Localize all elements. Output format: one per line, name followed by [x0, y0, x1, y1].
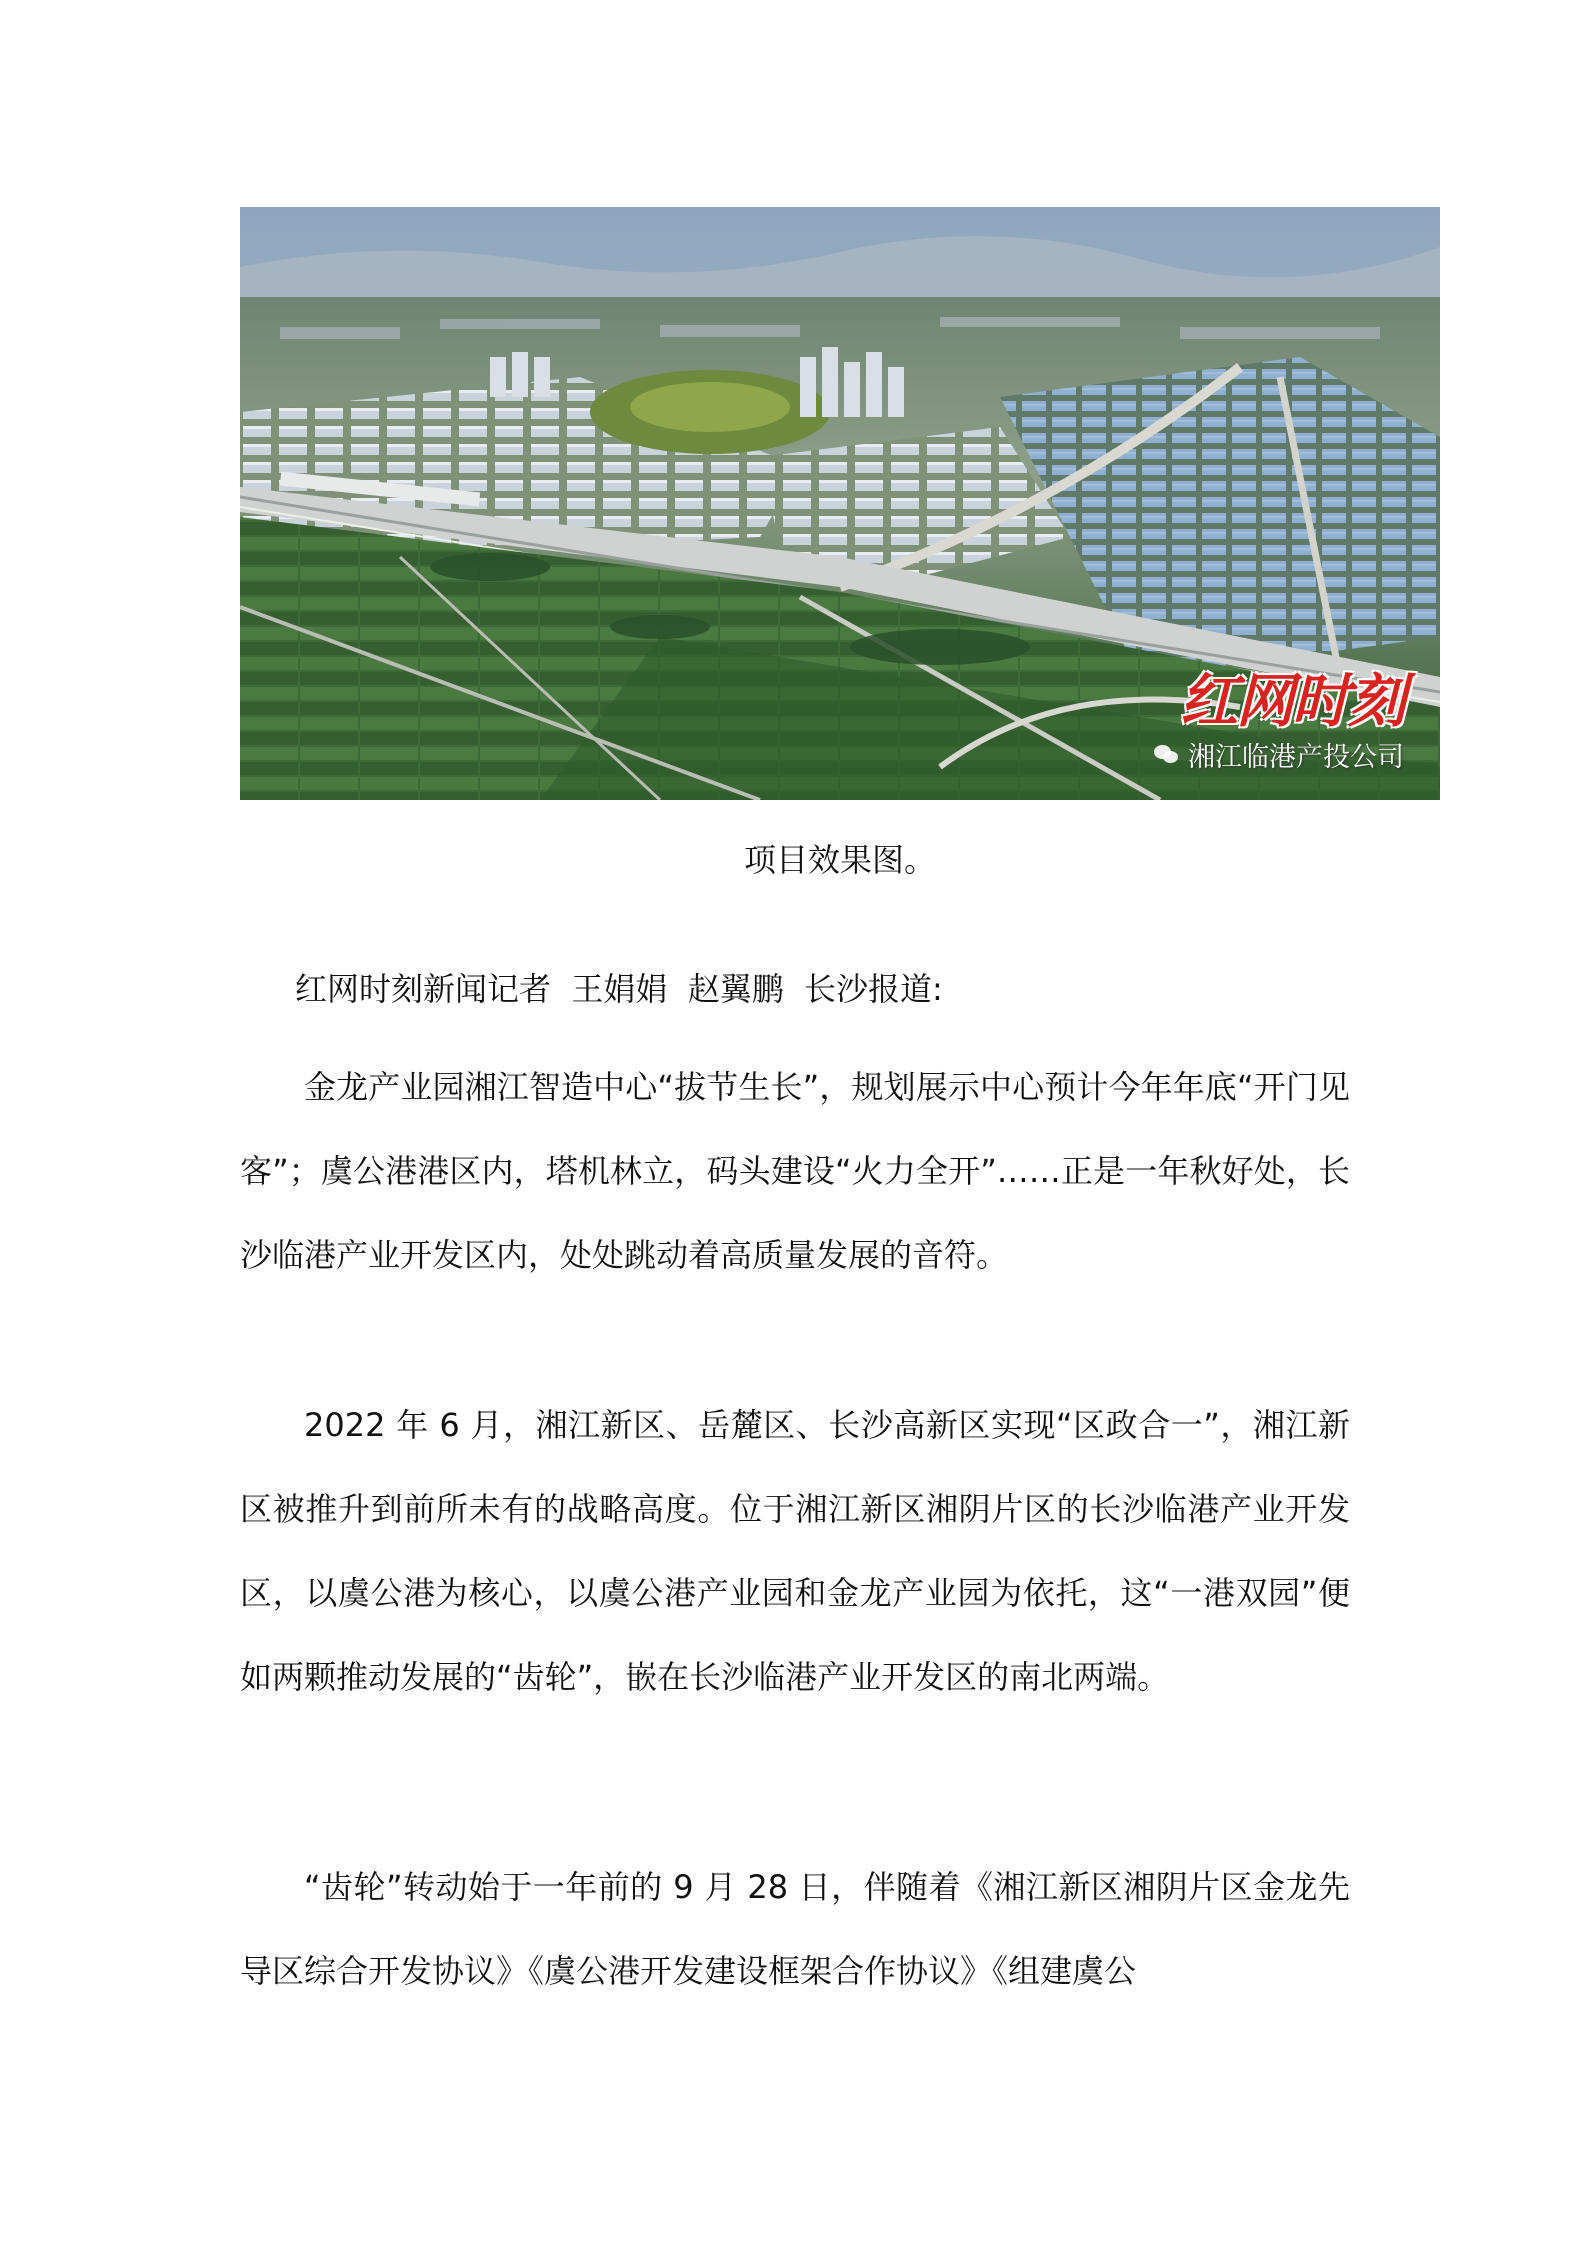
image-caption: 项目效果图。: [743, 841, 936, 879]
watermark-channel: [1154, 735, 1404, 774]
byline: 红网时刻新闻记者 王娟娟 赵翼鹏 长沙报道:: [295, 970, 943, 1008]
paragraph-3: “齿轮”转动始于一年前的 9 月 28 日，伴随着《湘江新区湘阴片区金龙先导区综合开发协议》《虞公港开发建设框架合作协议》《组建虞公: [240, 1868, 1350, 1990]
watermark-brand: 红网时刻: [1179, 667, 1404, 735]
wechat-icon: [1154, 745, 1180, 765]
paragraph-2: 2022 年 6 月，湘江新区、岳麓区、长沙高新区实现“区政合一”，湘江新区被推升到前所未有的战略高度。位于湘江新区湘阴片区的长沙临港产业开发区，以虞公港为核心，以虞公港产业园和金龙产业园为依托，这“一港双园”便如两颗推动发展的“齿轮”，嵌在长沙临港产业开发区的南北两端。: [240, 1406, 1350, 1696]
watermark: [1154, 669, 1404, 774]
paragraph-1: 金龙产业园湘江智造中心“拔节生长”，规划展示中心预计今年年底“开门见客”；虞公港港区内，塔机林立，码头建设“火力全开”……正是一年秋好处，长沙临港产业开发区内，处处跳动着高质量发展的音符。: [240, 1068, 1350, 1274]
watermark-channel-name: 湘江临港产投公司: [1188, 742, 1404, 773]
project-rendering-image: [240, 207, 1440, 800]
